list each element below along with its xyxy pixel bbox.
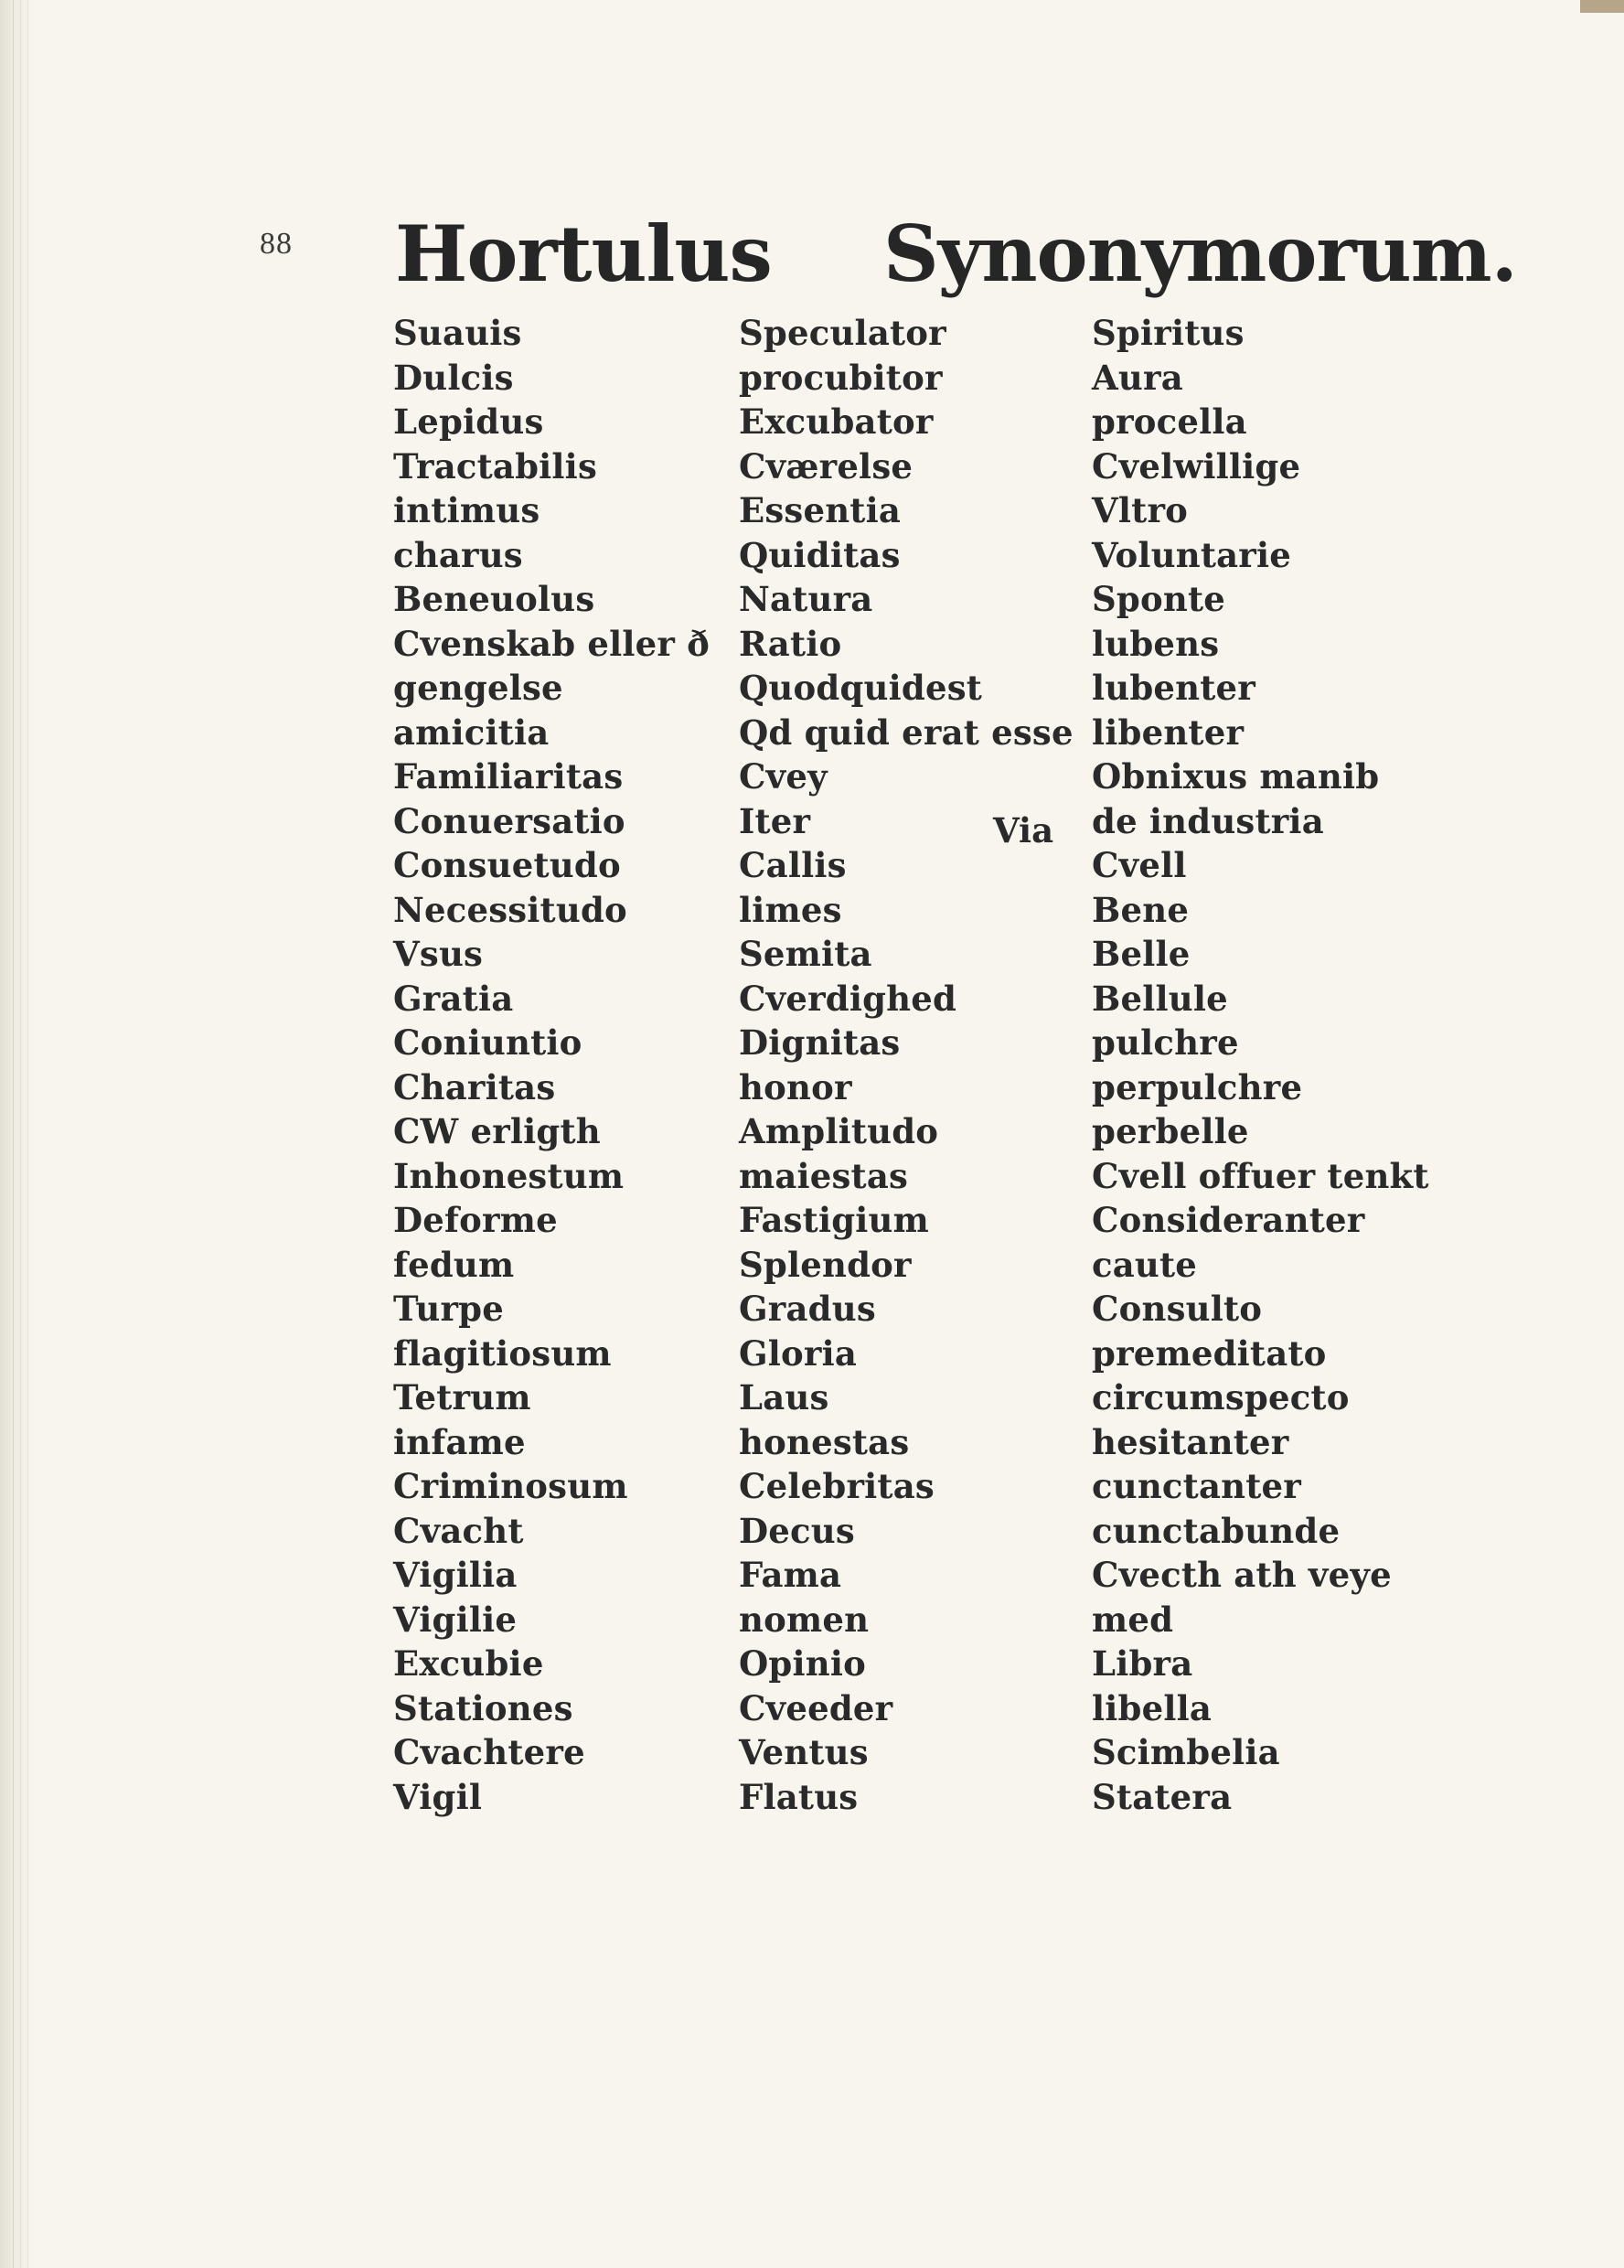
word-entry: Libra [1092, 1643, 1193, 1684]
word-entry: Statera [1092, 1776, 1233, 1817]
word-entry: libenter [1092, 711, 1245, 753]
word-entry: maiestas [739, 1155, 909, 1196]
word-entry: Bene [1092, 889, 1190, 930]
word-entry: Scimbelia [1092, 1732, 1280, 1772]
word-entry: Inhonestum [393, 1155, 625, 1196]
word-column-3 [1092, 311, 1458, 1819]
word-entry: Quodquidest [739, 668, 983, 708]
word-entry: procubitor [739, 357, 943, 398]
word-entry: gengelse [393, 668, 563, 708]
word-entry: amicitia [393, 711, 550, 753]
word-entry: hesitanter [1092, 1421, 1289, 1462]
word-entry: Callis [739, 845, 847, 885]
word-entry: Cvecth ath veye [1092, 1555, 1392, 1595]
word-entry: Cvenskab eller ð [393, 623, 710, 664]
word-entry: Deforme [393, 1200, 558, 1240]
word-entry: Consideranter [1092, 1200, 1365, 1240]
word-entry: Cvachtere [393, 1732, 585, 1772]
page-number: 88 [260, 227, 293, 261]
word-entry: Sponte [1092, 579, 1226, 619]
word-entry: Qd quid erat esse [739, 711, 1074, 753]
word-entry: Cvacht [393, 1510, 524, 1551]
word-entry: Cveeder [739, 1687, 893, 1728]
word-entry: Decus [739, 1510, 855, 1551]
word-entry: Excubie [393, 1643, 544, 1684]
word-entry: Vigilia [393, 1555, 518, 1595]
word-entry: Vigilie [393, 1599, 518, 1640]
word-entry: Iter [739, 800, 811, 841]
word-entry: Lepidus [393, 401, 544, 442]
word-entry: Cværelse [739, 445, 914, 487]
page-edge-line [20, 0, 21, 2268]
word-entry: charus [393, 534, 523, 575]
word-entry: Spiritus [1092, 313, 1245, 353]
word-entry: Gratia [393, 978, 514, 1019]
page-edge-shadow [0, 0, 37, 2268]
cover-edge-strip [1580, 0, 1624, 13]
word-entry: Aura [1092, 357, 1183, 398]
word-entry: Quiditas [739, 534, 901, 575]
word-entry: intimus [393, 490, 540, 530]
word-entry: caute [1092, 1244, 1198, 1285]
word-entry: infame [393, 1421, 526, 1462]
word-entry: Opinio [739, 1643, 866, 1684]
word-column-1 [393, 311, 722, 1819]
word-entry: Cvell offuer tenkt [1092, 1155, 1429, 1196]
word-entry: Turpe [393, 1289, 504, 1329]
word-entry: Cverdighed [739, 978, 957, 1019]
word-entry: Coniuntio [393, 1022, 582, 1063]
word-entry: pulchre [1092, 1022, 1239, 1063]
word-entry: libella [1092, 1687, 1213, 1728]
word-entry: honor [739, 1066, 852, 1107]
title-hortulus: Hortulus [395, 209, 772, 299]
word-entry: Flatus [739, 1776, 859, 1817]
word-entry: cunctabunde [1092, 1510, 1341, 1551]
word-entry: Stationes [393, 1687, 573, 1728]
word-entry: Laus [739, 1377, 829, 1418]
word-entry: Ratio [739, 623, 842, 664]
word-entry: Gloria [739, 1332, 858, 1374]
word-entry: Consuetudo [393, 845, 621, 885]
word-entry: Cvey [739, 756, 828, 797]
word-entry: cunctanter [1092, 1466, 1301, 1506]
word-entry: Celebritas [739, 1466, 935, 1506]
word-entry: Amplitudo [739, 1111, 939, 1151]
word-entry: lubenter [1092, 668, 1255, 708]
word-entry: Natura [739, 579, 873, 619]
word-entry: nomen [739, 1599, 870, 1640]
word-entry: perpulchre [1092, 1066, 1303, 1107]
word-entry: Necessitudo [393, 889, 627, 930]
word-entry: Tetrum [393, 1377, 531, 1418]
word-entry: Fama [739, 1555, 842, 1595]
word-entry: lubens [1092, 623, 1220, 664]
word-entry: Speculator [739, 313, 946, 353]
word-entry: procella [1092, 401, 1247, 442]
word-entry: Tractabilis [393, 445, 597, 487]
word-entry: Cvell [1092, 845, 1187, 885]
word-entry: Beneuolus [393, 579, 595, 619]
word-entry: Charitas [393, 1066, 556, 1107]
word-entry: med [1092, 1599, 1174, 1640]
word-entry: Suauis [393, 313, 522, 353]
word-entry: Dignitas [739, 1022, 901, 1063]
word-entry: Semita [739, 934, 872, 974]
title-synonymorum: Synonymorum. [883, 209, 1517, 299]
word-entry: Gradus [739, 1289, 876, 1329]
word-entry: Cvelwillige [1092, 445, 1301, 487]
word-entry: fedum [393, 1244, 515, 1285]
word-entry: Vsus [393, 934, 484, 974]
word-entry: Fastigium [739, 1200, 929, 1240]
word-entry: Ventus [739, 1732, 869, 1772]
word-entry: Splendor [739, 1244, 912, 1285]
word-entry: Consulto [1092, 1289, 1263, 1329]
word-entry: Voluntarie [1092, 534, 1292, 575]
word-entry: Bellule [1092, 978, 1228, 1019]
inline-note-via: Via [993, 810, 1054, 850]
word-entry: Excubator [739, 401, 934, 442]
word-entry: Criminosum [393, 1466, 628, 1506]
page-edge-line [13, 0, 14, 2268]
word-entry: Vigil [393, 1776, 483, 1817]
word-entry: circumspecto [1092, 1377, 1350, 1418]
word-entry: perbelle [1092, 1111, 1249, 1151]
word-entry: Familiaritas [393, 756, 624, 797]
word-entry: flagitiosum [393, 1332, 612, 1374]
word-entry: honestas [739, 1421, 910, 1462]
word-entry: Vltro [1092, 490, 1189, 530]
word-entry: Belle [1092, 934, 1191, 974]
word-entry: de industria [1092, 800, 1324, 841]
word-entry: Dulcis [393, 357, 514, 398]
word-entry: limes [739, 889, 842, 930]
word-entry: CW erligth [393, 1111, 601, 1151]
word-entry: Obnixus manib [1092, 756, 1380, 797]
word-entry: premeditato [1092, 1332, 1327, 1374]
word-entry: Conuersatio [393, 800, 625, 841]
page-edge-line [27, 0, 28, 2268]
word-column-2 [739, 311, 1086, 1819]
word-entry: Essentia [739, 490, 902, 530]
